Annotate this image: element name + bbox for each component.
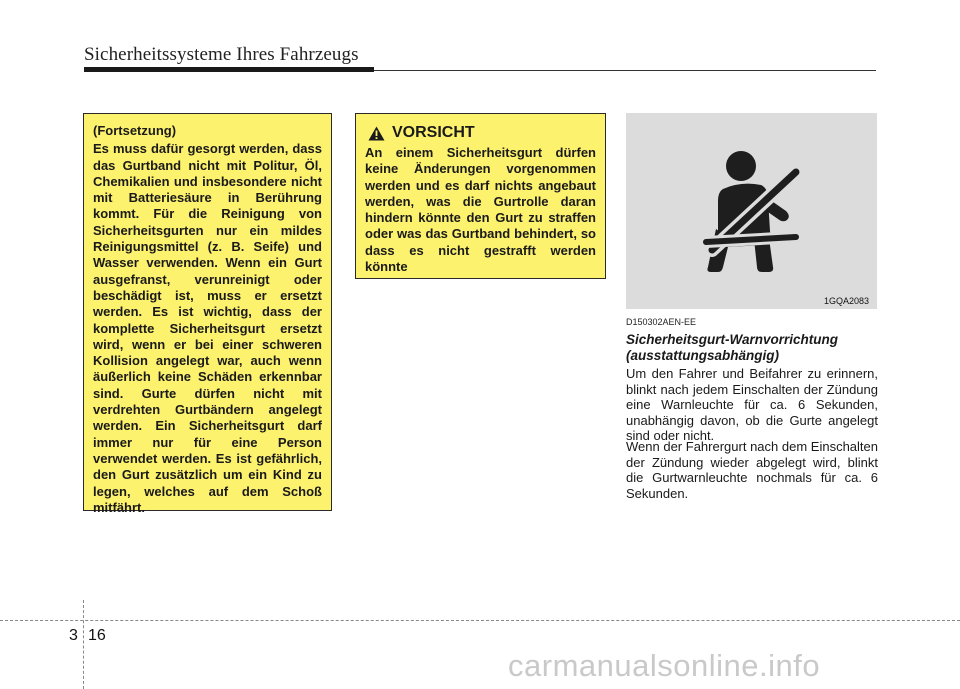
body-paragraph: Um den Fahrer und Beifahrer zu erinnern, blinkt nach jedem Einschalten der Zündung eine Warnleuchte für ca. 6 Sekunden, unabhängig davon, ob die Gurte angelegt sind oder nicht.	[626, 366, 878, 443]
continued-warning-box	[83, 113, 332, 515]
continued-heading: (Fortsetzung)	[93, 123, 177, 138]
page-number: 16	[88, 627, 106, 644]
seatbelt-warning-icon	[626, 113, 877, 309]
seatbelt-figure	[626, 113, 877, 309]
page-header-title: Sicherheitssysteme Ihres Fahrzeugs	[84, 44, 359, 65]
caution-heading: VORSICHT	[392, 124, 475, 141]
section-title: Sicherheitsgurt-Warnvorrichtung (ausstattungsabhängig)	[626, 332, 839, 363]
continued-text: Es muss dafür gesorgt werden, dass das Gurtband nicht mit Politur, Öl, Chemikalien und insbesondere nicht mit Batteriesäure in Berührung kommt. Für die Reinigung von Sicherheitsgurten nur ein mildes Reinigungsmittel (z. B. Seife) und Wasser verwenden. Wenn ein Gurt ausgefranst, verunreinigt oder beschädigt ist, muss er ersetzt werden. Es ist wichtig, dass der komplette Sicherheitsgurt ersetzt wird, wenn er bei einer schweren Kollision angelegt war, auch wenn äußerlich keine Schäden erkennbar sind. Gurte dürfen nicht mit verdrehten Gurtbändern angelegt werden. Ein Sicherheitsgurt darf immer nur für eine Person verwendet werden. Es ist gefährlich, den Gurt zusätzlich um ein Kind zu legen, welches auf dem Schoß mitfährt.	[93, 141, 322, 515]
section-code: D150302AEN-EE	[626, 317, 697, 327]
header-rule-thin	[374, 70, 876, 71]
caution-text: An einem Sicherheitsgurt dürfen keine Änderungen vorgenommen werden und es darf nichts angebaut werden, was die Gurtrolle daran hindern könnte den Gurt zu straffen oder was das Gurtband behindert, so dass es nicht gestrafft werden könnte	[365, 145, 596, 275]
body-paragraph: Wenn der Fahrergurt nach dem Einschalten der Zündung wieder abgelegt wird, blinkt die Gurtwarnleuchte nochmals für ca. 6 Sekunden.	[626, 439, 878, 501]
caution-box	[355, 113, 606, 279]
caution-header	[365, 124, 596, 142]
header-rule-thick	[84, 67, 374, 72]
watermark-text: carmanualsonline.info	[508, 648, 821, 683]
page-chapter-number: 3	[69, 627, 78, 644]
figure-code: 1GQA2083	[823, 296, 869, 306]
footer-vertical-rule	[83, 600, 85, 689]
warning-triangle-icon	[368, 126, 385, 141]
footer-horizontal-rule	[0, 620, 960, 621]
